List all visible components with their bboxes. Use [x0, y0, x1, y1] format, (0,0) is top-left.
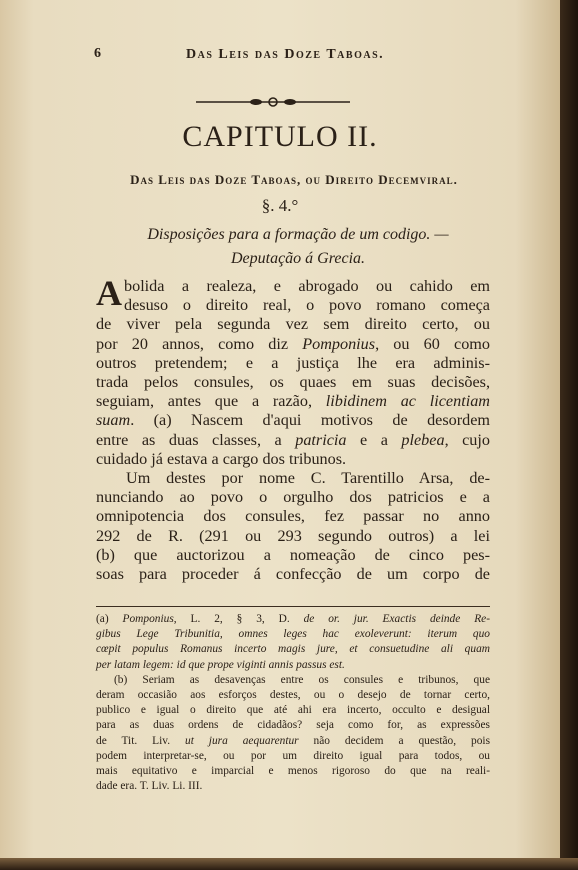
drop-cap: A [96, 273, 122, 313]
footnote-line [96, 688, 490, 703]
section-title [104, 223, 492, 271]
italic-run: suam [96, 411, 131, 430]
body-line [96, 335, 490, 354]
text-run: para as duas ordens de cidadãos? seja como for, as expressões [96, 719, 490, 732]
text-run: (b) que auctorizou a nomeação de cinco pes- [96, 545, 490, 564]
footnote-line [96, 749, 490, 764]
body-line [96, 527, 490, 546]
book-bottom-edge [0, 858, 578, 870]
footnote-line [96, 612, 490, 627]
page-number: 6 [94, 46, 102, 61]
text-run: de viver pela segunda vez sem direito certo, ou [96, 315, 490, 334]
text-run: nunciando ao povo o orgulho dos patricios e a [96, 488, 490, 507]
text-run: (a) [96, 613, 123, 625]
body-line [96, 354, 490, 373]
body-line [96, 315, 490, 334]
text-run: desuso o direito real, o povo romano começa [124, 296, 490, 315]
text-run: deram occasião aos esforços destes, ou o desejo de tornar certo, [96, 689, 490, 702]
footnote-line [96, 779, 490, 794]
text-run: de Tit. Liv. [96, 734, 186, 747]
text-run: bolida a realeza, e abrogado ou cahido em [124, 277, 490, 295]
body-line [96, 546, 490, 565]
italic-run: ut jura aequarentur [185, 734, 299, 747]
text-run: . (a) Nascem d'aqui motivos de desordem [130, 411, 490, 430]
book-gutter-edge [560, 0, 578, 870]
footnote-line [96, 627, 490, 642]
section-title-line-2: Deputação á Grecia. [230, 250, 366, 267]
italic-run: Pomponius [302, 334, 376, 353]
italic-run: de or. jur. Exactis deinde Re- [303, 613, 490, 625]
text-run: entre as duas classes, a [96, 430, 296, 449]
italic-run: libidinem ac licentiam [325, 392, 490, 411]
body-line [96, 431, 490, 450]
text-run: , ou 60 como [375, 334, 490, 353]
body-line [96, 296, 490, 315]
footnote-line [96, 734, 490, 749]
body-line [96, 373, 490, 392]
footnote-line [96, 703, 490, 718]
ornament-divider-icon [196, 96, 350, 108]
text-run: soas para proceder á confecção de um corpo de [96, 565, 490, 584]
text-run: podem interpretar-se, ou por um direito igual para todos, ou [96, 749, 490, 762]
italic-run: cœpit populus Romanus incerto magis jure, et consuetudine ali quam [96, 643, 490, 656]
italic-run: Pomponius [122, 613, 174, 625]
italic-run: per latam legem: id que prope viginti annis passus est. [96, 658, 345, 671]
text-run: publico e igual o direito que até ahi era incerto, occulto e desigual [96, 704, 490, 717]
footnote-line [96, 718, 490, 733]
body-line [96, 392, 490, 411]
section-number: §. 4.° [261, 196, 299, 215]
section-title-line-1: Disposições para a formação de um codigo. — [147, 226, 449, 243]
body-line [96, 411, 490, 430]
text-run: seguiam, antes que a razão, [96, 392, 326, 411]
italic-run: gibus Lege Tribunitia, omnes leges hac exoleverunt: iterum quo [96, 628, 490, 641]
footnote-rule [96, 606, 490, 607]
body-line [96, 565, 490, 584]
body-line [96, 488, 490, 507]
footnote-line [96, 658, 490, 673]
text-run: Um destes por nome C. Tarentillo Arsa, de- [126, 469, 490, 488]
footnote-line [96, 642, 490, 657]
body-line [96, 507, 490, 526]
text-run: dade era. T. Liv. Li. III. [96, 780, 203, 793]
text-run: cuidado já estava a cargo dos tribunos. [96, 449, 347, 468]
text-run: , cujo [444, 430, 490, 449]
italic-run: plebea [401, 430, 445, 449]
text-run: não decidem a questão, pois [298, 734, 491, 747]
italic-run: patricia [295, 430, 347, 449]
footnotes [96, 612, 490, 794]
text-run: trada pelos consules, os quaes em suas decisões, [96, 373, 490, 392]
body-text [96, 273, 490, 584]
text-run: outros pretendem; e a justiça lhe era adminis- [96, 353, 490, 372]
body-line [96, 469, 490, 488]
footnote-line [96, 673, 490, 688]
chapter-subtitle: Das Leis das Doze Taboas, ou Direito Decemviral. [130, 172, 458, 187]
body-line [96, 450, 490, 469]
text-run: , L. 2, § 3, D. [173, 613, 304, 625]
text-run: mais equitativo e imparcial e menos rigoroso do que na reali- [96, 765, 490, 778]
chapter-heading: CAPITULO II. [182, 120, 378, 153]
running-head-title: Das Leis das Doze Taboas. [186, 47, 385, 62]
text-run: (b) Seriam as desavenças entre os consules e tribunos, que [114, 673, 490, 686]
text-run: por 20 annos, como diz [96, 334, 303, 353]
text-run: 292 de R. (291 ou 293 segundo outros) a lei [96, 526, 490, 545]
text-run: e a [346, 430, 402, 449]
text-run: omnipotencia dos consules, fez passar no anno [96, 507, 490, 526]
footnote-line [96, 764, 490, 779]
